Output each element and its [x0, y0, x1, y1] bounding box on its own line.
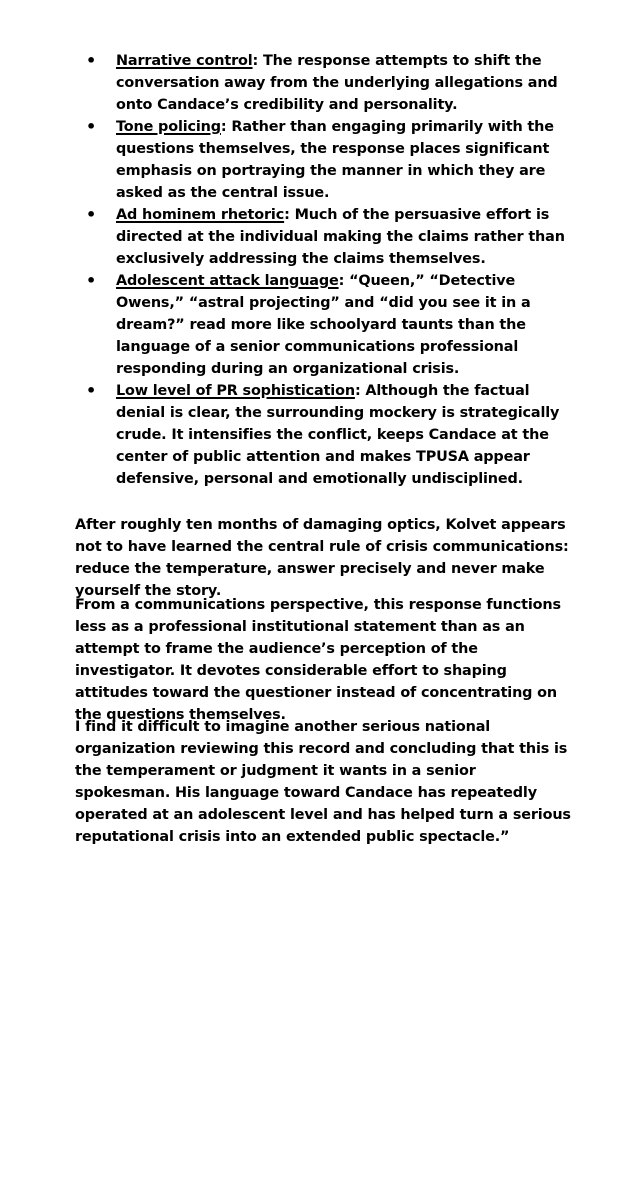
bullet-item-tone-policing [0, 116, 638, 204]
paragraph-communications-perspective: From a communications perspective, this response functions less as a professional institutional statement than as an attempt to frame the audience’s perception of the investigator. It devotes considerable effort to shaping attitudes toward the questioner instead of concentrating on the questions themselves. [75, 597, 561, 723]
paragraph-crisis-rule: After roughly ten months of damaging optics, Kolvet appears not to have learned the central rule of crisis communications: reduce the temperature, answer precisely and never make yourself the story. [75, 517, 569, 599]
bullet-term: Ad hominem rhetoric [116, 207, 285, 223]
bullet-text: : “Queen,” “Detective Owens,” “astral projecting” and “did you see it in a dream?” read more like schoolyard taunts than the language of a senior communications professional responding during an organizational crisis. [116, 273, 531, 377]
bullet-dot-icon: • [86, 205, 97, 224]
bullet-dot-icon: • [86, 271, 97, 290]
bullet-term: Tone policing [116, 119, 221, 135]
analysis-bullet-list [0, 50, 638, 490]
bullet-dot-icon: • [86, 381, 97, 400]
bullet-item-pr-sophistication [0, 380, 638, 490]
bullet-item-narrative-control [0, 50, 638, 116]
bullet-term: Low level of PR sophistication [116, 383, 355, 399]
bullet-dot-icon: • [86, 117, 97, 136]
bullet-text: : Rather than engaging primarily with the questions themselves, the response places significant emphasis on portraying the manner in which they are asked as the central issue. [116, 119, 554, 201]
bullet-term: Narrative control [116, 53, 253, 69]
bullet-text: : Much of the persuasive effort is directed at the individual making the claims rather than exclusively addressing the claims themselves. [116, 207, 565, 267]
bullet-text: : The response attempts to shift the conversation away from the underlying allegations and onto Candace’s credibility and personality. [116, 53, 558, 113]
bullet-dot-icon: • [86, 51, 97, 70]
bullet-text: : Although the factual denial is clear, the surrounding mockery is strategically crude. It intensifies the conflict, keeps Candace at the center of public attention and makes TPUSA appear defensive, personal and emotionally undisciplined. [116, 383, 560, 487]
paragraph-conclusion: I find it difficult to imagine another serious national organization reviewing this record and concluding that this is the temperament or judgment it wants in a senior spokesman. His language toward Candace has repeatedly operated at an adolescent level and has helped turn a serious reputational crisis into an extended public spectacle.” [75, 719, 571, 845]
bullet-term: Adolescent attack language [116, 273, 339, 289]
bullet-item-ad-hominem [0, 204, 638, 270]
bullet-item-adolescent-language [0, 270, 638, 380]
